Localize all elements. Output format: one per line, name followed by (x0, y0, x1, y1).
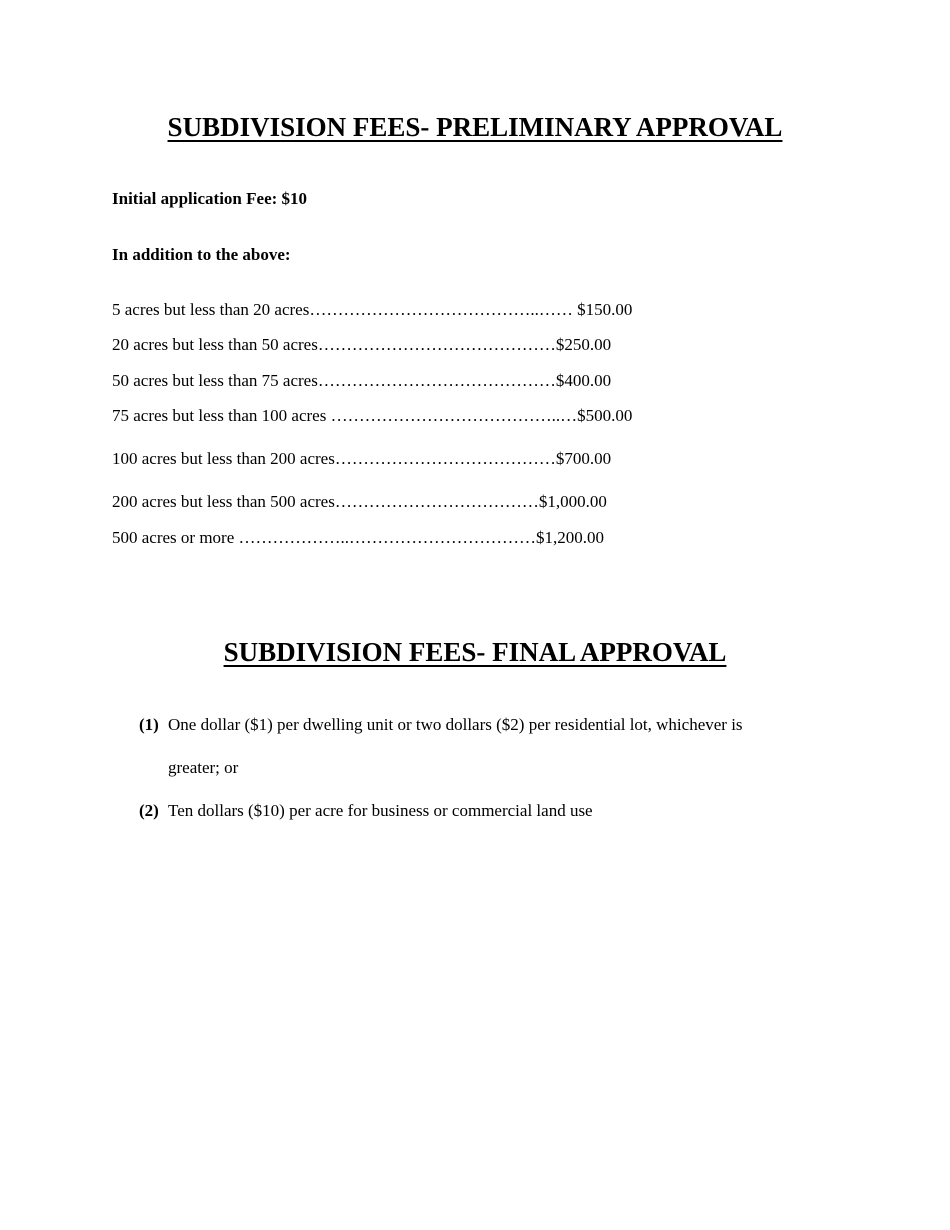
in-addition-label: In addition to the above: (112, 245, 291, 264)
final-fee-item-2 (139, 801, 593, 821)
final-fee-item-1 (139, 715, 743, 735)
preliminary-approval-title: SUBDIVISION FEES- PRELIMINARY APPROVAL (167, 112, 783, 142)
fee-line: 20 acres but less than 50 acres……………………………………$250.00 (112, 335, 612, 354)
item-number: (1) (139, 715, 159, 734)
fee-line: 100 acres but less than 200 acres…………………………………$700.00 (112, 449, 612, 468)
fee-line: 50 acres but less than 75 acres……………………………………$400.00 (112, 371, 612, 390)
final-approval-title: SUBDIVISION FEES- FINAL APPROVAL (223, 637, 727, 667)
fee-line: 75 acres but less than 100 acres …………………………………..…$500.00 (112, 406, 633, 425)
final-fee-item-1-continuation: greater; or (168, 758, 239, 777)
item-text: Ten dollars ($10) per acre for business or commercial land use (168, 801, 593, 820)
initial-application-fee: Initial application Fee: $10 (112, 189, 308, 208)
item-text: One dollar ($1) per dwelling unit or two dollars ($2) per residential lot, whichever is (168, 715, 743, 734)
fee-line: 500 acres or more ………………..……………………………$1,200.00 (112, 528, 605, 547)
fee-line: 5 acres but less than 20 acres…………………………………..…… $150.00 (112, 300, 633, 319)
fee-line: 200 acres but less than 500 acres………………………………$1,000.00 (112, 492, 607, 511)
item-number: (2) (139, 801, 159, 820)
